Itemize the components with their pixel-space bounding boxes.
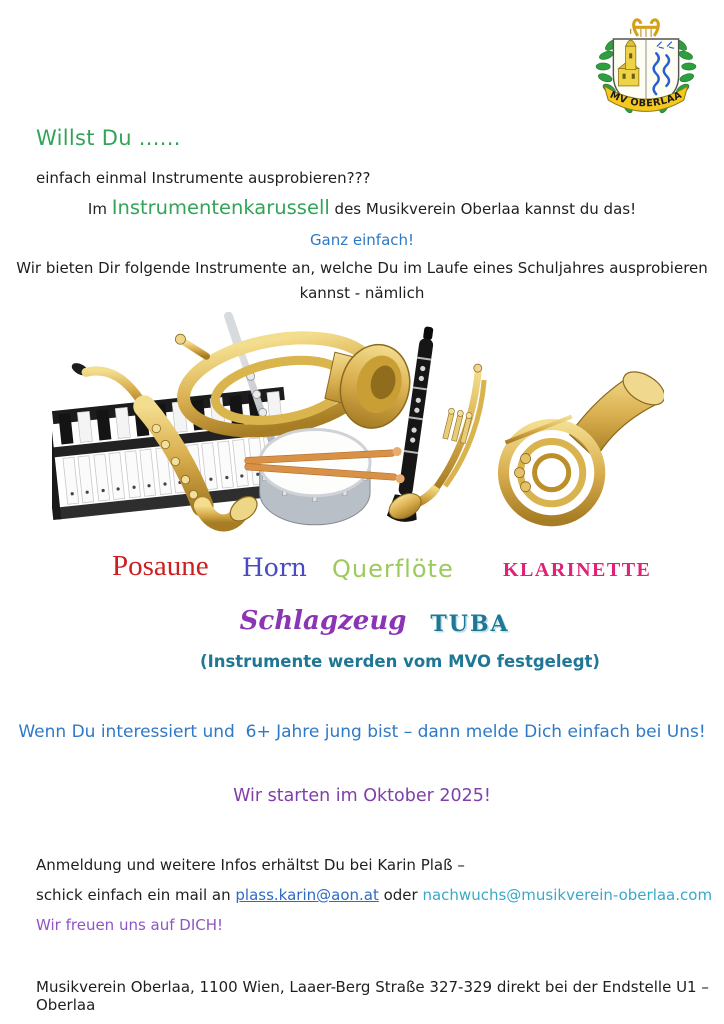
ribbon-banner-text: MV OBERLAA [608,89,684,110]
instrument-label-querfloete: Querflöte [332,555,454,583]
line-ausprobieren: einfach einmal Instrumente ausprobieren??? [36,169,371,187]
contact-info-line: Anmeldung und weitere Infos erhältst Du bei Karin Plaß – [36,856,465,874]
instruments-collage [52,312,664,548]
line-angebot-1: Wir bieten Dir folgende Instrumente an, welche Du im Laufe eines Schuljahres ausprobieren [16,259,708,277]
karussell-highlight: Instrumentenkarussell [111,196,330,219]
karussell-suffix: des Musikverein Oberlaa kannst du das! [329,200,637,218]
lyre-icon [634,20,659,37]
instruments-note: (Instrumente werden vom MVO festgelegt) [200,652,600,671]
instrument-label-schlagzeug: Schlagzeug [239,606,407,636]
line-ganz-einfach: Ganz einfach! [309,231,415,249]
line-karussell [0,196,724,219]
instrument-label-tuba: TUBA [430,611,510,637]
contact-mail-line [36,886,712,904]
mail-connector: oder [378,886,423,904]
french-horn-icon [503,365,664,521]
karussell-prefix: Im [87,200,112,218]
email-link-secondary[interactable]: nachwuchs@musikverein-oberlaa.com [422,886,713,904]
instrument-label-klarinette: KLARINETTE [503,559,652,581]
email-link-primary[interactable]: plass.karin@aon.at [235,886,379,904]
contact-closing-line: Wir freuen uns auf DICH! [36,916,224,934]
mail-prefix: schick einfach ein mail an [36,886,236,904]
footer-address: Musikverein Oberlaa, 1100 Wien, Laaer-Berg Straße 327-329 direkt bei der Endstelle U1 – Oberlaa [36,978,709,1014]
line-angebot-2: kannst - nämlich [299,284,425,302]
cta-start-line: Wir starten im Oktober 2025! [233,786,491,806]
baritone-horn-icon [175,324,418,444]
headline-willst-du: Willst Du ...... [36,126,181,150]
mv-oberlaa-crest-icon [594,14,698,114]
cta-interest-line: Wenn Du interessiert und 6+ Jahre jung bist – dann melde Dich einfach bei Uns! [18,722,706,742]
instrument-label-posaune: Posaune [112,550,209,582]
instrument-label-horn: Horn [242,553,307,582]
